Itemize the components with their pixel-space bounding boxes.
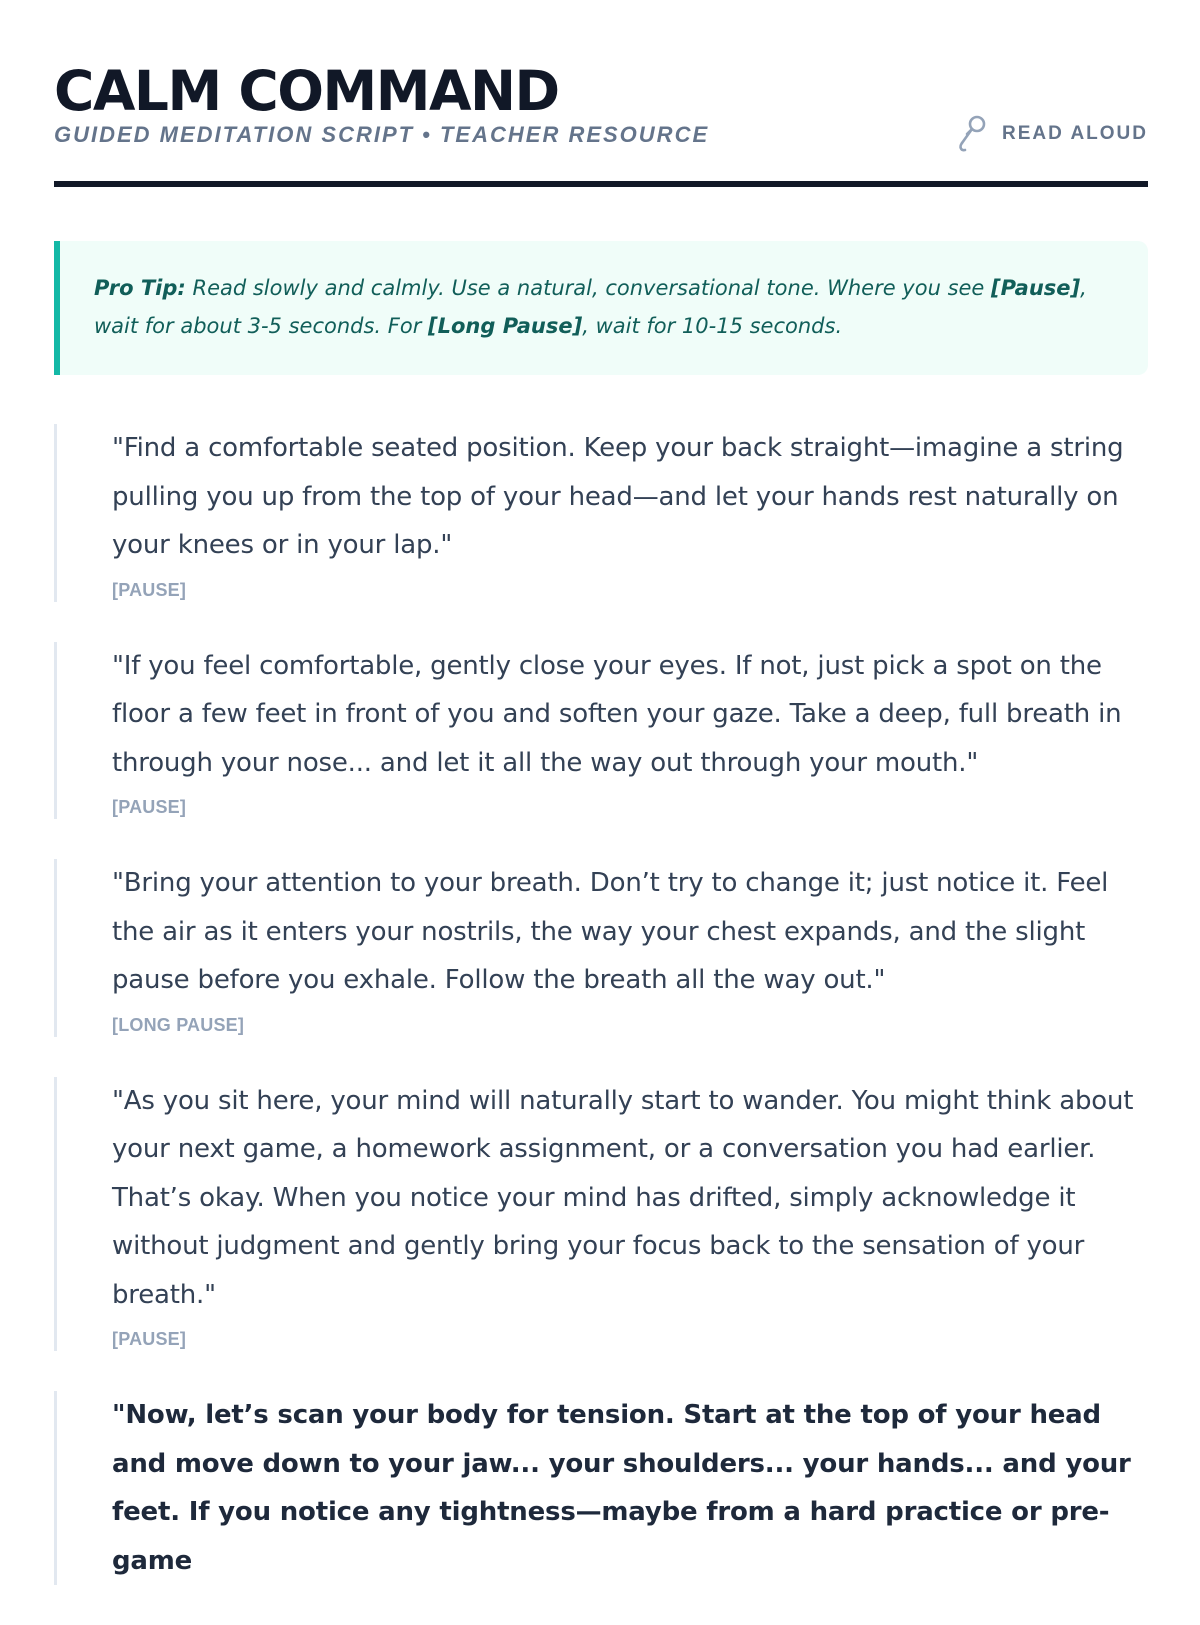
pro-tip-text-3: , wait for 10-15 seconds. (582, 314, 843, 338)
pause-cue: [PAUSE] (112, 579, 187, 600)
script-block-emphasis (54, 1391, 1148, 1585)
pro-tip-long-pause-term: [Long Pause] (428, 314, 583, 338)
script-block (54, 859, 1148, 1037)
microphone-icon (956, 114, 988, 154)
pro-tip-lead: Pro Tip: (94, 276, 186, 300)
script-block (54, 642, 1148, 820)
script-block (54, 424, 1148, 602)
script-blocks (54, 424, 1148, 1625)
page-title: CALM COMMAND (54, 59, 559, 123)
script-text: "As you sit here, your mind will naturally start to wander. You might think about your next game, a homework assignment, or a conversation you had earlier. That’s okay. When you notice your mind has drifted, simply acknowledge it without judgment and gently bring your focus back to the sensation of your breath." (112, 1085, 1134, 1310)
pro-tip-text-2: , wait for about 3-5 seconds. For (94, 276, 1087, 338)
read-aloud-label: READ ALOUD (1002, 123, 1148, 144)
pause-cue: [PAUSE] (112, 1329, 187, 1349)
long-pause-cue: [LONG PAUSE] (112, 1014, 245, 1035)
pro-tip-pause-term: [Pause] (991, 276, 1081, 300)
page-subtitle: GUIDED MEDITATION SCRIPT • TEACHER RESOURCE (54, 122, 710, 147)
pro-tip-callout (54, 241, 1148, 375)
pro-tip-text-1: Read slowly and calmly. Use a natural, conversational tone. Where you see (185, 276, 992, 300)
header (54, 52, 1148, 186)
meditation-script-page (54, 0, 1148, 1600)
header-divider (54, 181, 1148, 187)
pause-cue: [PAUSE] (112, 797, 187, 817)
script-text: "If you feel comfortable, gently close your eyes. If not, just pick a spot on the floor a few feet in front of you and soften your gaze. Take a deep, full breath in through your nose... and let it all the way out through your mouth." (112, 650, 1122, 778)
script-text-bold: "Now, let’s scan your body for tension. Start at the top of your head and move down to your jaw... your shoulders... your hands... and your feet. If you notice any tightness—maybe from a hard practice or pre-game (112, 1400, 1131, 1576)
read-aloud-button[interactable] (956, 114, 1148, 154)
script-text: "Find a comfortable seated position. Keep your back straight—imagine a string pulling you up from the top of your head—and let your hands rest naturally on your knees or in your lap." (112, 433, 1124, 560)
script-text: "Bring your attention to your breath. Don’t try to change it; just notice it. Feel the air as it enters your nostrils, the way your chest expands, and the slight pause before you exhale. Follow the breath all the way out." (112, 868, 1109, 995)
script-block (54, 1077, 1148, 1352)
